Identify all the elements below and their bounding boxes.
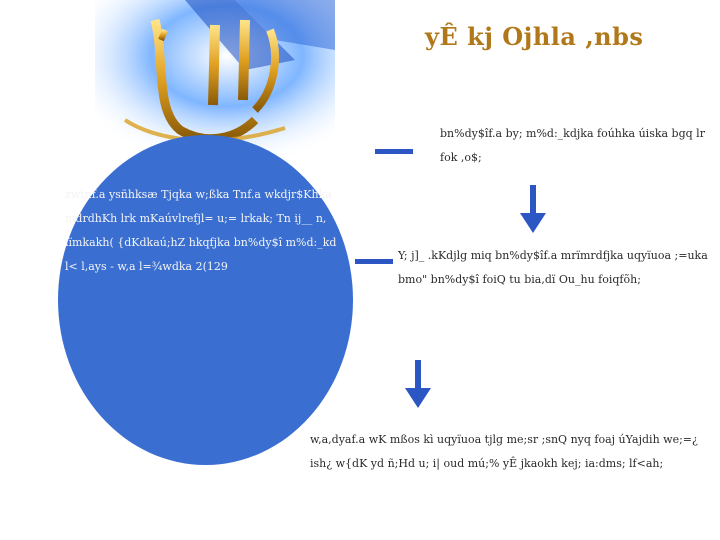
oval-text: zwtnf.a ysñhksæ Tjqka w;ßka Tnf.a wkdjr$Khka mdrdhKh lrk mKaúvlrefjl= u;= lrkak; Tn ij__ n, iïmkakh( {dKdkaú;hZ hkqfjka bn%dy$î m%d:_kd l< l,ays - w,a l=¾wdka 2(129 [65, 188, 337, 273]
slide-title: yÊ kj Ojhla ,nbs [425, 22, 644, 51]
connector-dash [375, 149, 413, 154]
connector-dash [355, 259, 393, 264]
paragraph-2: Y; j]_ .kKdjlg miq bn%dy$îf.a mrïmrdfjka uqyïuoa ;=uka bmo" bn%dy$î foiQ tu bia,dï Ou_hu foiqfõh; [398, 249, 708, 286]
arrow-down-icon [520, 185, 546, 233]
paragraph-1: bn%dy$îf.a by; m%d:_kdjka foúhka úiska bgq lr fok ,o$; [440, 127, 705, 164]
arrow-down-icon [405, 360, 431, 408]
paragraph-3: w,a,dyaf.a wK mßos kì uqyïuoa tjlg me;sr ;snQ nyq foaj úYajdih we;=¿ ish¿ w{dK yd ñ;Hd u; i| oud mú;% yÊ jkaokh kej; ia:dms; lf<ah; [310, 433, 698, 470]
